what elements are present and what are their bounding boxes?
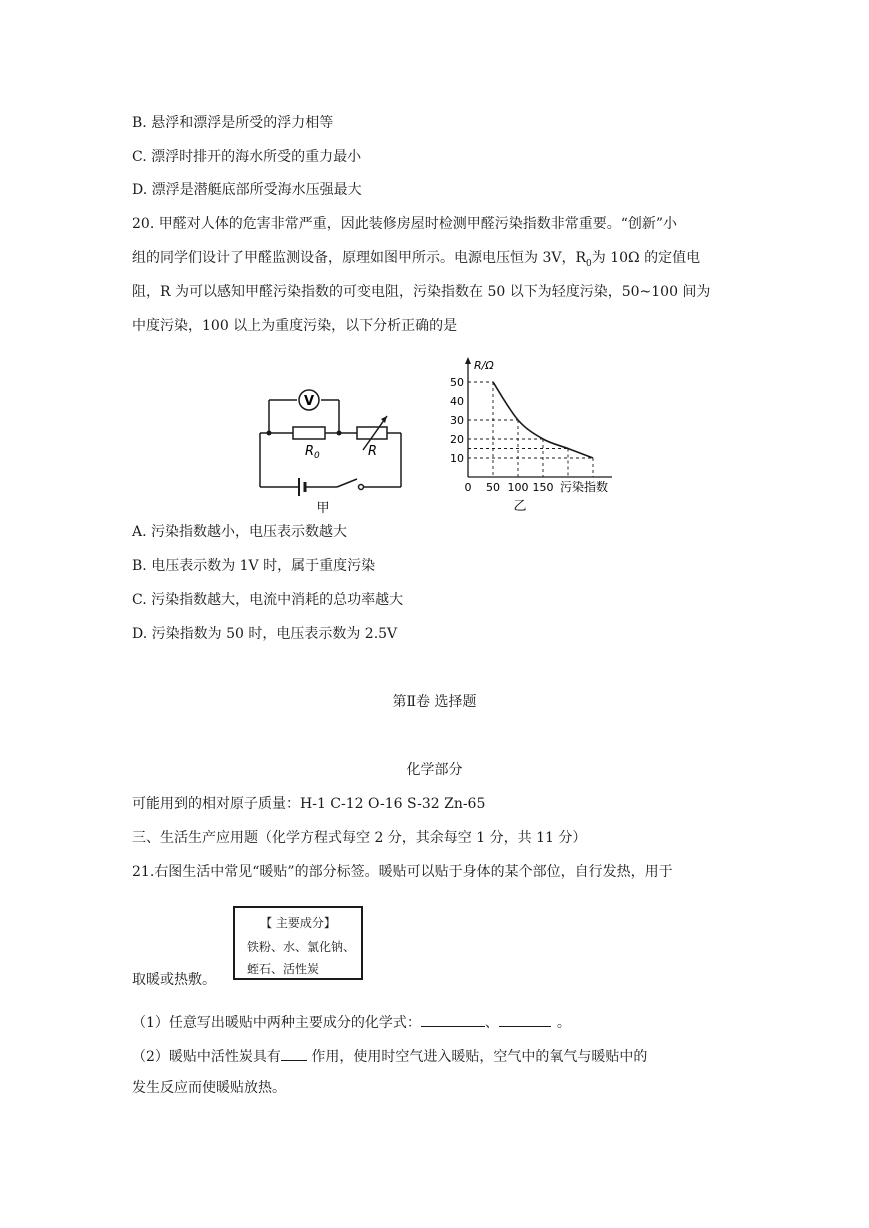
chart-x-tick-label: 0: [464, 481, 472, 494]
q20-option-a: A. 污染指数越小，电压表示数越大: [132, 524, 348, 540]
section-2-title: 第Ⅱ卷 选择题: [392, 694, 477, 710]
heat-pad-label-line2: 蛭石、活性炭: [247, 962, 320, 976]
answer-blank-2[interactable]: [499, 1012, 551, 1027]
chart-y-axis-label: R/Ω: [474, 359, 494, 372]
q19-option-b: B. 悬浮和漂浮是所受的浮力相等: [132, 115, 334, 131]
q21-sub2-line2: 发生反应而使暖贴放热。: [132, 1080, 286, 1096]
chart-caption: 乙: [513, 499, 527, 514]
heat-pad-label-title: 【 主要成分】: [260, 916, 336, 930]
chart-y-tick-label: 20: [450, 433, 464, 446]
chart-y-tick-label: 30: [450, 414, 464, 427]
chart-y-tick-label: 10: [450, 452, 464, 465]
circuit-diagram: [255, 382, 410, 517]
q20-option-c: C. 污染指数越大，电流中消耗的总功率越大: [132, 592, 404, 608]
circuit-caption: 甲: [316, 501, 330, 516]
answer-blank-1[interactable]: [421, 1012, 485, 1027]
chart-x-tick-label: 50: [486, 481, 500, 494]
variable-resistor-label: R: [368, 444, 378, 459]
q20-stem-line4: 中度污染，100 以上为重度污染，以下分析正确的是: [132, 318, 458, 334]
answer-blank-3[interactable]: [281, 1046, 307, 1061]
q21-sub1: （1）任意写出暖贴中两种主要成分的化学式： 、 。: [132, 1012, 571, 1033]
chart-grid-lines: [468, 382, 593, 477]
resistance-chart: [442, 355, 622, 515]
q21-stem-line1: 21.右图生活中常见“暖贴”的部分标签。暖贴可以贴于身体的某个部位，自行发热，用于: [132, 864, 673, 880]
q20-stem-line1: 20. 甲醛对人体的危害非常严重，因此装修房屋时检测甲醛污染指数非常重要。“创新”小: [132, 216, 678, 232]
chart-x-tick-label: 150: [532, 481, 554, 494]
voltmeter-symbol-label: V: [303, 394, 315, 409]
chart-tick-labels: [450, 376, 554, 494]
q19-option-d: D. 漂浮是潜艇底部所受海水压强最大: [132, 182, 362, 198]
chemistry-title: 化学部分: [406, 762, 463, 778]
part-3-heading: 三、生活生产应用题（化学方程式每空 2 分，其余每空 1 分，共 11 分）: [132, 830, 587, 846]
chart-axes: [465, 357, 612, 477]
chart-x-axis-label: 污染指数: [560, 480, 609, 494]
resistor-r0-label: $R_0$: [305, 444, 320, 461]
q21-sub2: （2）暖贴中活性炭具有 作用，使用时空气进入暖贴，空气中的氧气与暖贴中的: [132, 1046, 647, 1067]
heat-pad-label: [233, 906, 363, 980]
chart-y-tick-label: 50: [450, 376, 464, 389]
chart-y-tick-label: 40: [450, 395, 464, 408]
heat-pad-label-line1: 铁粉、水、氯化钠、: [247, 940, 356, 954]
q20-stem-line3: 阻，R 为可以感知甲醛污染指数的可变电阻，污染指数在 50 以下为轻度污染，50~100 间为: [132, 284, 711, 300]
atomic-masses: 可能用到的相对原子质量：H-1 C-12 O-16 S-32 Zn-65: [132, 796, 486, 812]
q19-option-c: C. 漂浮时排开的海水所受的重力最小: [132, 149, 362, 165]
chart-x-tick-label: 100: [507, 481, 529, 494]
q20-stem-line2: 组的同学们设计了甲醛监测设备，原理如图甲所示。电源电压恒为 3V，$R_0$为 10Ω 的定值电: [132, 250, 701, 269]
q20-option-d: D. 污染指数为 50 时，电压表示数为 2.5V: [132, 626, 398, 642]
q20-option-b: B. 电压表示数为 1V 时，属于重度污染: [132, 558, 376, 574]
q21-stem-line2: 取暖或热敷。: [132, 972, 216, 988]
